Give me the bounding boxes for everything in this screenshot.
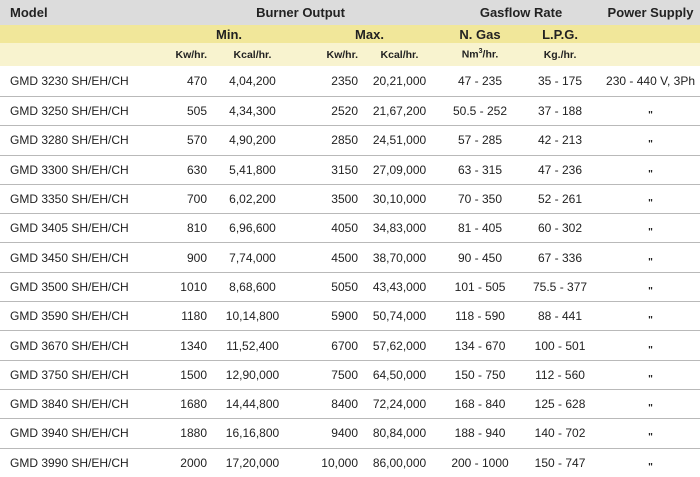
cell-kcal-min: 12,90,000 <box>207 360 298 389</box>
cell-kw-min: 570 <box>160 126 207 155</box>
cell-ngas: 118 - 590 <box>441 302 519 331</box>
cell-lpg: 42 - 213 <box>519 126 601 155</box>
table-row <box>0 97 700 126</box>
unit-kcal-min: Kcal/hr. <box>207 43 298 66</box>
cell-kw-max: 3150 <box>298 155 358 184</box>
cell-model: GMD 3990 SH/EH/CH <box>0 448 160 477</box>
cell-ngas: 168 - 840 <box>441 389 519 418</box>
cell-ngas: 50.5 - 252 <box>441 97 519 126</box>
table-row <box>0 272 700 301</box>
cell-kcal-min: 11,52,400 <box>207 331 298 360</box>
cell-kw-min: 1680 <box>160 389 207 418</box>
cell-ngas: 63 - 315 <box>441 155 519 184</box>
header-lpg: L.P.G. <box>519 25 601 43</box>
cell-model: GMD 3940 SH/EH/CH <box>0 419 160 448</box>
cell-model: GMD 3750 SH/EH/CH <box>0 360 160 389</box>
header-row-subgroups <box>0 25 700 43</box>
table-row <box>0 66 700 97</box>
cell-power: " <box>601 272 700 301</box>
cell-kw-max: 4050 <box>298 214 358 243</box>
cell-lpg: 100 - 501 <box>519 331 601 360</box>
table-row <box>0 389 700 418</box>
table-row <box>0 448 700 477</box>
cell-kcal-min: 16,16,800 <box>207 419 298 448</box>
cell-kw-min: 505 <box>160 97 207 126</box>
cell-kcal-max: 38,70,000 <box>358 243 441 272</box>
cell-ngas: 188 - 940 <box>441 419 519 448</box>
cell-ngas: 150 - 750 <box>441 360 519 389</box>
table-row <box>0 214 700 243</box>
cell-kcal-max: 43,43,000 <box>358 272 441 301</box>
header-burner-output: Burner Output <box>160 0 441 25</box>
cell-lpg: 88 - 441 <box>519 302 601 331</box>
cell-kcal-max: 86,00,000 <box>358 448 441 477</box>
cell-lpg: 112 - 560 <box>519 360 601 389</box>
cell-power: " <box>601 214 700 243</box>
cell-kcal-min: 7,74,000 <box>207 243 298 272</box>
cell-kw-max: 5050 <box>298 272 358 301</box>
unit-kcal-max: Kcal/hr. <box>358 43 441 66</box>
cell-power: " <box>601 331 700 360</box>
unit-kg: Kg./hr. <box>519 43 601 66</box>
cell-power: " <box>601 243 700 272</box>
header-max: Max. <box>298 25 441 43</box>
header-row-units <box>0 43 700 66</box>
cell-lpg: 52 - 261 <box>519 184 601 213</box>
cell-model: GMD 3670 SH/EH/CH <box>0 331 160 360</box>
unit-kw-max: Kw/hr. <box>298 43 358 66</box>
cell-kcal-min: 8,68,600 <box>207 272 298 301</box>
cell-lpg: 75.5 - 377 <box>519 272 601 301</box>
cell-kcal-min: 4,90,200 <box>207 126 298 155</box>
cell-ngas: 200 - 1000 <box>441 448 519 477</box>
cell-kw-max: 7500 <box>298 360 358 389</box>
cell-ngas: 47 - 235 <box>457 74 503 88</box>
cell-model: GMD 3450 SH/EH/CH <box>0 243 160 272</box>
cell-model: GMD 3590 SH/EH/CH <box>0 302 160 331</box>
cell-power: 230 - 440 V, 3Ph <box>606 74 696 88</box>
cell-kcal-max: 64,50,000 <box>358 360 441 389</box>
cell-power: " <box>601 302 700 331</box>
cell-kcal-max: 80,84,000 <box>358 419 441 448</box>
cell-kcal-max: 72,24,000 <box>358 389 441 418</box>
cell-kcal-max: 50,74,000 <box>358 302 441 331</box>
cell-kcal-min: 6,02,200 <box>207 184 298 213</box>
header-n-gas: N. Gas <box>441 25 519 43</box>
cell-kcal-min: 5,41,800 <box>207 155 298 184</box>
cell-model: GMD 3230 SH/EH/CH <box>10 74 129 88</box>
cell-kw-min: 630 <box>160 155 207 184</box>
cell-ngas: 90 - 450 <box>441 243 519 272</box>
cell-power: " <box>601 419 700 448</box>
cell-kw-max: 2850 <box>298 126 358 155</box>
cell-lpg: 67 - 336 <box>519 243 601 272</box>
cell-kcal-max: 30,10,000 <box>358 184 441 213</box>
cell-kw-max: 3500 <box>298 184 358 213</box>
cell-model: GMD 3405 SH/EH/CH <box>0 214 160 243</box>
cell-kcal-min: 10,14,800 <box>207 302 298 331</box>
cell-power: " <box>601 360 700 389</box>
cell-kw-max: 5900 <box>298 302 358 331</box>
cell-ngas: 134 - 670 <box>441 331 519 360</box>
cell-kcal-min: 17,20,000 <box>207 448 298 477</box>
header-power-supply: Power Supply <box>601 0 700 25</box>
unit-kw-min: Kw/hr. <box>160 43 207 66</box>
table-row <box>0 126 700 155</box>
cell-kw-min: 1340 <box>160 331 207 360</box>
cell-kcal-max: 57,62,000 <box>358 331 441 360</box>
cell-lpg: 150 - 747 <box>519 448 601 477</box>
cell-model: GMD 3350 SH/EH/CH <box>0 184 160 213</box>
cell-kcal-min: 4,04,200 <box>229 74 276 88</box>
cell-kw-min: 1010 <box>160 272 207 301</box>
cell-power: " <box>601 389 700 418</box>
cell-kw-min: 700 <box>160 184 207 213</box>
table-row <box>0 155 700 184</box>
cell-kcal-max: 21,67,200 <box>358 97 441 126</box>
cell-kw-max: 2350 <box>331 74 358 88</box>
cell-kcal-min: 4,34,300 <box>207 97 298 126</box>
cell-model: GMD 3280 SH/EH/CH <box>0 126 160 155</box>
cell-model: GMD 3500 SH/EH/CH <box>0 272 160 301</box>
cell-kw-min: 900 <box>160 243 207 272</box>
cell-kw-min: 810 <box>160 214 207 243</box>
cell-ngas: 81 - 405 <box>441 214 519 243</box>
cell-model: GMD 3250 SH/EH/CH <box>0 97 160 126</box>
cell-kcal-max: 20,21,000 <box>372 74 427 88</box>
table-row <box>0 360 700 389</box>
cell-lpg: 47 - 236 <box>519 155 601 184</box>
cell-kcal-max: 34,83,000 <box>358 214 441 243</box>
cell-kw-min: 1180 <box>160 302 207 331</box>
cell-power: " <box>601 448 700 477</box>
cell-kw-min: 1880 <box>160 419 207 448</box>
cell-lpg: 60 - 302 <box>519 214 601 243</box>
header-min: Min. <box>160 25 298 43</box>
cell-lpg: 125 - 628 <box>519 389 601 418</box>
cell-kw-max: 6700 <box>298 331 358 360</box>
cell-kw-min: 2000 <box>160 448 207 477</box>
cell-kw-max: 2520 <box>298 97 358 126</box>
table-row <box>0 331 700 360</box>
cell-ngas: 57 - 285 <box>441 126 519 155</box>
cell-kw-min: 470 <box>186 74 207 88</box>
cell-ngas: 70 - 350 <box>441 184 519 213</box>
cell-kcal-max: 24,51,000 <box>358 126 441 155</box>
cell-kw-max: 4500 <box>298 243 358 272</box>
table-row <box>0 302 700 331</box>
header-row-groups <box>0 0 700 25</box>
cell-kw-max: 10,000 <box>298 448 358 477</box>
cell-lpg: 140 - 702 <box>519 419 601 448</box>
cell-power: " <box>601 155 700 184</box>
cell-lpg: 37 - 188 <box>519 97 601 126</box>
table-row <box>0 184 700 213</box>
table-row <box>0 419 700 448</box>
cell-model: GMD 3300 SH/EH/CH <box>0 155 160 184</box>
cell-model: GMD 3840 SH/EH/CH <box>0 389 160 418</box>
cell-power: " <box>601 126 700 155</box>
cell-kcal-min: 6,96,600 <box>207 214 298 243</box>
cell-power: " <box>601 97 700 126</box>
cell-kcal-max: 27,09,000 <box>358 155 441 184</box>
cell-ngas: 101 - 505 <box>441 272 519 301</box>
header-gasflow-rate: Gasflow Rate <box>441 0 601 25</box>
cell-power: " <box>601 184 700 213</box>
unit-nm3: Nm$^3$/hr. <box>441 43 519 66</box>
cell-lpg: 35 - 175 <box>538 74 583 88</box>
cell-kw-max: 9400 <box>298 419 358 448</box>
cell-kw-max: 8400 <box>298 389 358 418</box>
cell-kw-min: 1500 <box>160 360 207 389</box>
cell-kcal-min: 14,44,800 <box>207 389 298 418</box>
table-row <box>0 243 700 272</box>
header-model: Model <box>0 0 160 25</box>
